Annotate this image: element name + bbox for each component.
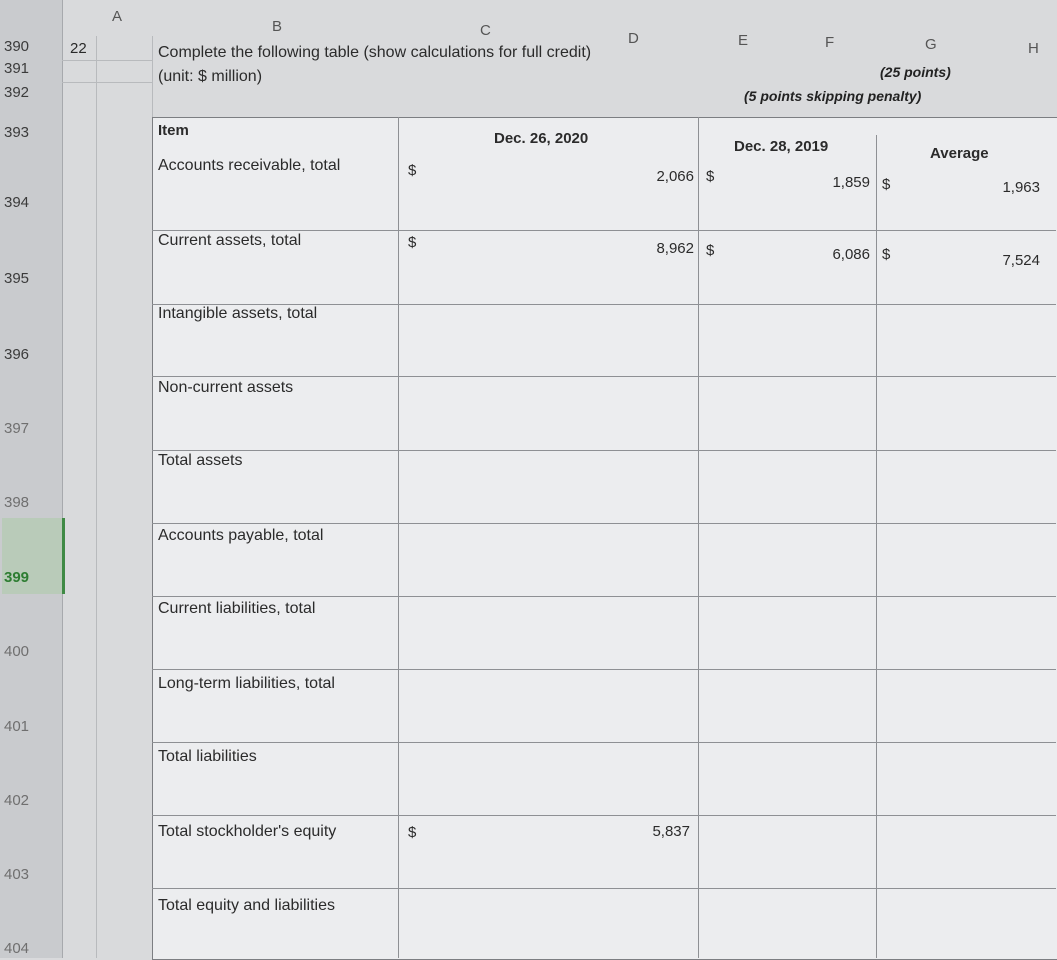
table-hline-403 xyxy=(152,888,1056,889)
table-hline-396 xyxy=(152,376,1056,377)
gridline-col-b xyxy=(152,36,153,118)
value-ar-2019[interactable]: 1,859 xyxy=(832,174,870,191)
header-average[interactable]: Average xyxy=(930,145,989,162)
row-number-402[interactable]: 402 xyxy=(4,792,30,809)
table-hline-394 xyxy=(152,230,1056,231)
value-ca-2019[interactable]: 6,086 xyxy=(832,246,870,263)
row-number-397[interactable]: 397 xyxy=(4,420,30,437)
row-number-396[interactable]: 396 xyxy=(4,346,30,363)
table-hline-398 xyxy=(152,523,1056,524)
table-vline-1 xyxy=(398,117,399,958)
table-hline-400 xyxy=(152,669,1056,670)
item-current-assets[interactable]: Current assets, total xyxy=(158,232,302,249)
points-label[interactable]: (25 points) xyxy=(880,64,951,80)
column-header-g[interactable]: G xyxy=(925,36,937,53)
gridline-row-392 xyxy=(62,82,152,83)
column-header-h[interactable]: H xyxy=(1028,40,1039,57)
item-accounts-receivable[interactable]: Accounts receivable, total xyxy=(158,157,341,174)
currency-symbol: $ xyxy=(408,234,417,251)
value-ar-2020[interactable]: 2,066 xyxy=(656,168,694,185)
value-ar-average[interactable]: 1,963 xyxy=(1002,179,1040,196)
currency-symbol: $ xyxy=(408,162,417,179)
row-number-403[interactable]: 403 xyxy=(4,866,30,883)
column-header-c[interactable]: C xyxy=(480,22,491,39)
item-total-liabilities[interactable]: Total liabilities xyxy=(158,748,257,765)
currency-symbol: $ xyxy=(706,242,715,259)
item-total-assets[interactable]: Total assets xyxy=(158,452,243,469)
item-total-equity-and-liabilities[interactable]: Total equity and liabilities xyxy=(158,897,335,914)
currency-symbol: $ xyxy=(882,246,891,263)
item-non-current-assets[interactable]: Non-current assets xyxy=(158,379,294,396)
table-vline-3 xyxy=(876,135,877,958)
header-dec-2019[interactable]: Dec. 28, 2019 xyxy=(734,138,829,155)
row-number-390[interactable]: 390 xyxy=(4,38,30,55)
table-vline-2 xyxy=(698,117,699,958)
row-header-gutter xyxy=(0,0,63,958)
gridline-row-391 xyxy=(62,60,152,61)
row-number-404[interactable]: 404 xyxy=(4,940,30,957)
gridline-col-a xyxy=(96,36,97,958)
item-accounts-payable[interactable]: Accounts payable, total xyxy=(158,527,324,544)
item-long-term-liabilities[interactable]: Long-term liabilities, total xyxy=(158,675,335,692)
penalty-label[interactable]: (5 points skipping penalty) xyxy=(744,88,922,104)
row-number-392[interactable]: 392 xyxy=(4,84,30,101)
table-hline-401 xyxy=(152,742,1056,743)
row-number-399[interactable]: 399 xyxy=(4,569,30,586)
header-item[interactable]: Item xyxy=(158,122,189,139)
column-header-a[interactable]: A xyxy=(112,8,123,25)
row-number-393[interactable]: 393 xyxy=(4,124,30,141)
currency-symbol: $ xyxy=(882,176,891,193)
item-current-liabilities[interactable]: Current liabilities, total xyxy=(158,600,316,617)
header-dec-2020[interactable]: Dec. 26, 2020 xyxy=(494,130,589,147)
column-header-b[interactable]: B xyxy=(272,18,283,35)
row-number-401[interactable]: 401 xyxy=(4,718,30,735)
item-intangible-assets[interactable]: Intangible assets, total xyxy=(158,305,318,322)
column-header-d[interactable]: D xyxy=(628,30,639,47)
column-header-f[interactable]: F xyxy=(825,34,835,51)
row-number-394[interactable]: 394 xyxy=(4,194,30,211)
cell-a390-value[interactable]: 22 xyxy=(70,40,87,57)
row-number-400[interactable]: 400 xyxy=(4,643,30,660)
currency-symbol: $ xyxy=(706,168,715,185)
column-header-e[interactable]: E xyxy=(738,32,749,49)
row-number-398[interactable]: 398 xyxy=(4,494,30,511)
value-equity-2020[interactable]: 5,837 xyxy=(652,823,690,840)
unit-note[interactable]: (unit: $ million) xyxy=(158,68,263,85)
item-total-stockholders-equity[interactable]: Total stockholder's equity xyxy=(158,823,337,840)
table-hline-397 xyxy=(152,450,1056,451)
instruction-title[interactable]: Complete the following table (show calculations for full credit) xyxy=(158,44,592,61)
value-ca-average[interactable]: 7,524 xyxy=(1002,252,1040,269)
table-hline-399 xyxy=(152,596,1056,597)
row-number-391[interactable]: 391 xyxy=(4,60,30,77)
table-hline-402 xyxy=(152,815,1056,816)
value-ca-2020[interactable]: 8,962 xyxy=(656,240,694,257)
row-number-395[interactable]: 395 xyxy=(4,270,30,287)
currency-symbol: $ xyxy=(408,824,417,841)
